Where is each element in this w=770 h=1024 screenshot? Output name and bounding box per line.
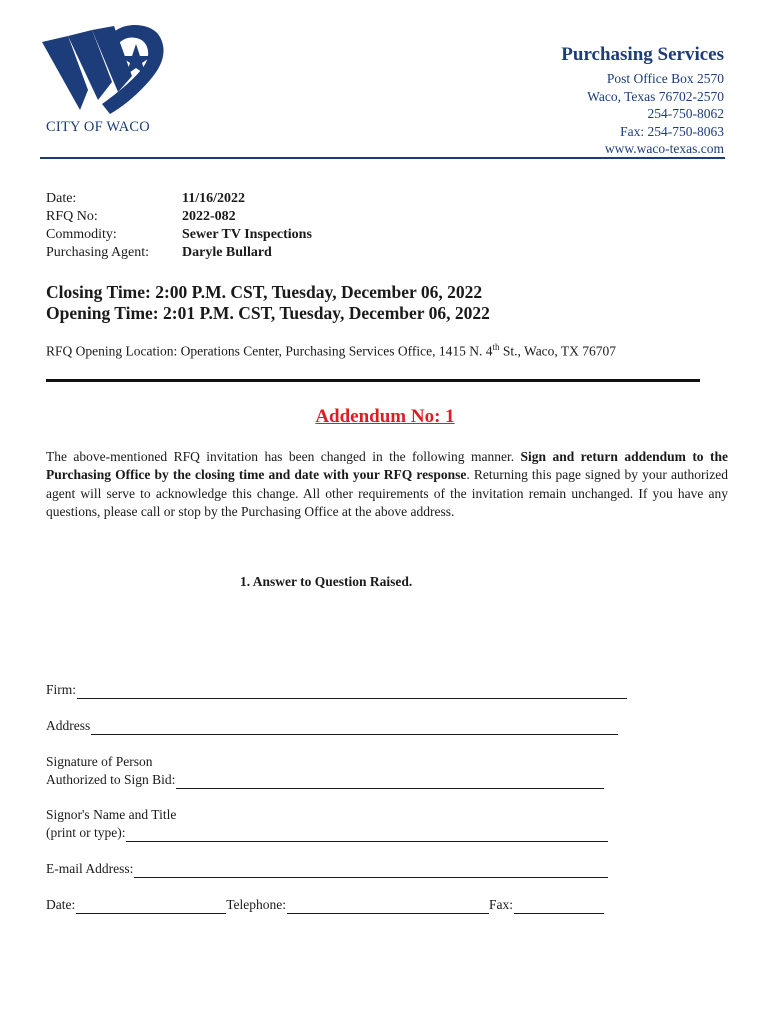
meta-value: 11/16/2022 [182, 191, 246, 206]
meta-value: 2022-082 [182, 209, 236, 224]
logo-caption: CITY OF WACO [46, 119, 150, 135]
signature-label-line1: Signature of Person [46, 754, 153, 769]
firm-row [46, 681, 627, 699]
address-line-fax: Fax: 254-750-8063 [620, 123, 724, 139]
meta-row-rfq-no [46, 208, 312, 226]
meta-row-commodity [46, 226, 312, 244]
meta-label: RFQ No: [46, 209, 98, 224]
address-line-phone: 254-750-8062 [647, 106, 724, 121]
meta-label: Date: [46, 191, 77, 206]
email-field[interactable] [134, 864, 608, 878]
department-contact [561, 44, 724, 158]
meta-row-agent [46, 244, 312, 262]
address-line-po-box: Post Office Box 2570 [606, 71, 724, 86]
signor-block [46, 806, 627, 842]
signature-row [46, 771, 627, 789]
location-suffix: St., Waco, TX 76707 [499, 343, 617, 359]
signature-block [46, 753, 627, 789]
addendum-title: Addendum No: 1 [315, 406, 455, 427]
meta-value: Sewer TV Inspections [182, 227, 312, 242]
fax-label: Fax: [489, 897, 514, 912]
signor-label-line1: Signor's Name and Title [46, 807, 177, 822]
contact-row [46, 896, 627, 914]
instructions-paragraph [46, 448, 728, 521]
date-field[interactable] [76, 900, 226, 914]
department-title: Purchasing Services [561, 44, 724, 65]
signature-label-line2: Authorized to Sign Bid: [46, 772, 176, 787]
firm-field[interactable] [77, 685, 627, 699]
telephone-label: Telephone: [226, 897, 287, 912]
waco-logo-icon [40, 24, 170, 120]
meta-row-date [46, 190, 312, 208]
address-line-website: www.waco-texas.com [604, 141, 724, 156]
signor-field[interactable] [126, 828, 608, 842]
signature-form [46, 681, 627, 914]
paragraph-text: . Returning this page signed by your authorized agent will serve to acknowledge this change. All other requirements of the invitation remain unchanged. If you have any questions, please call or stop by the Purchasing Office at the above address. [46, 467, 728, 519]
telephone-field[interactable] [287, 900, 489, 914]
meta-label: Commodity: [46, 227, 117, 242]
section-divider [46, 379, 700, 382]
rfq-times [46, 282, 490, 324]
meta-value: Daryle Bullard [182, 245, 272, 260]
meta-label: Purchasing Agent: [46, 245, 150, 260]
address-line-city: Waco, Texas 76702-2570 [587, 88, 724, 104]
fax-field[interactable] [514, 900, 604, 914]
header-divider [40, 157, 725, 159]
email-row [46, 860, 627, 878]
opening-location [46, 342, 616, 360]
email-label: E-mail Address: [46, 861, 134, 876]
location-superscript: th [492, 342, 500, 352]
signor-label-line2: (print or type): [46, 825, 126, 840]
opening-time: Opening Time: 2:01 P.M. CST, Tuesday, December 06, 2022 [46, 303, 490, 323]
rfq-meta [46, 190, 312, 262]
address-label: Address [46, 718, 91, 733]
date-label: Date: [46, 897, 76, 912]
firm-label: Firm: [46, 682, 77, 697]
closing-time: Closing Time: 2:00 P.M. CST, Tuesday, December 06, 2022 [46, 282, 483, 302]
address-row [46, 717, 627, 735]
location-prefix: RFQ Opening Location: Operations Center, Purchasing Services Office, 1415 N. 4 [46, 343, 493, 359]
address-field[interactable] [91, 721, 618, 735]
signature-field[interactable] [176, 775, 604, 789]
signor-row [46, 824, 627, 842]
addendum-item: 1. Answer to Question Raised. [240, 574, 413, 589]
paragraph-emphasis: Sign and return addendum to the Purchasing Office by the closing time and date with your RFQ response [46, 449, 728, 483]
paragraph-text: The above-mentioned RFQ invitation has been changed in the following manner. [46, 449, 521, 464]
